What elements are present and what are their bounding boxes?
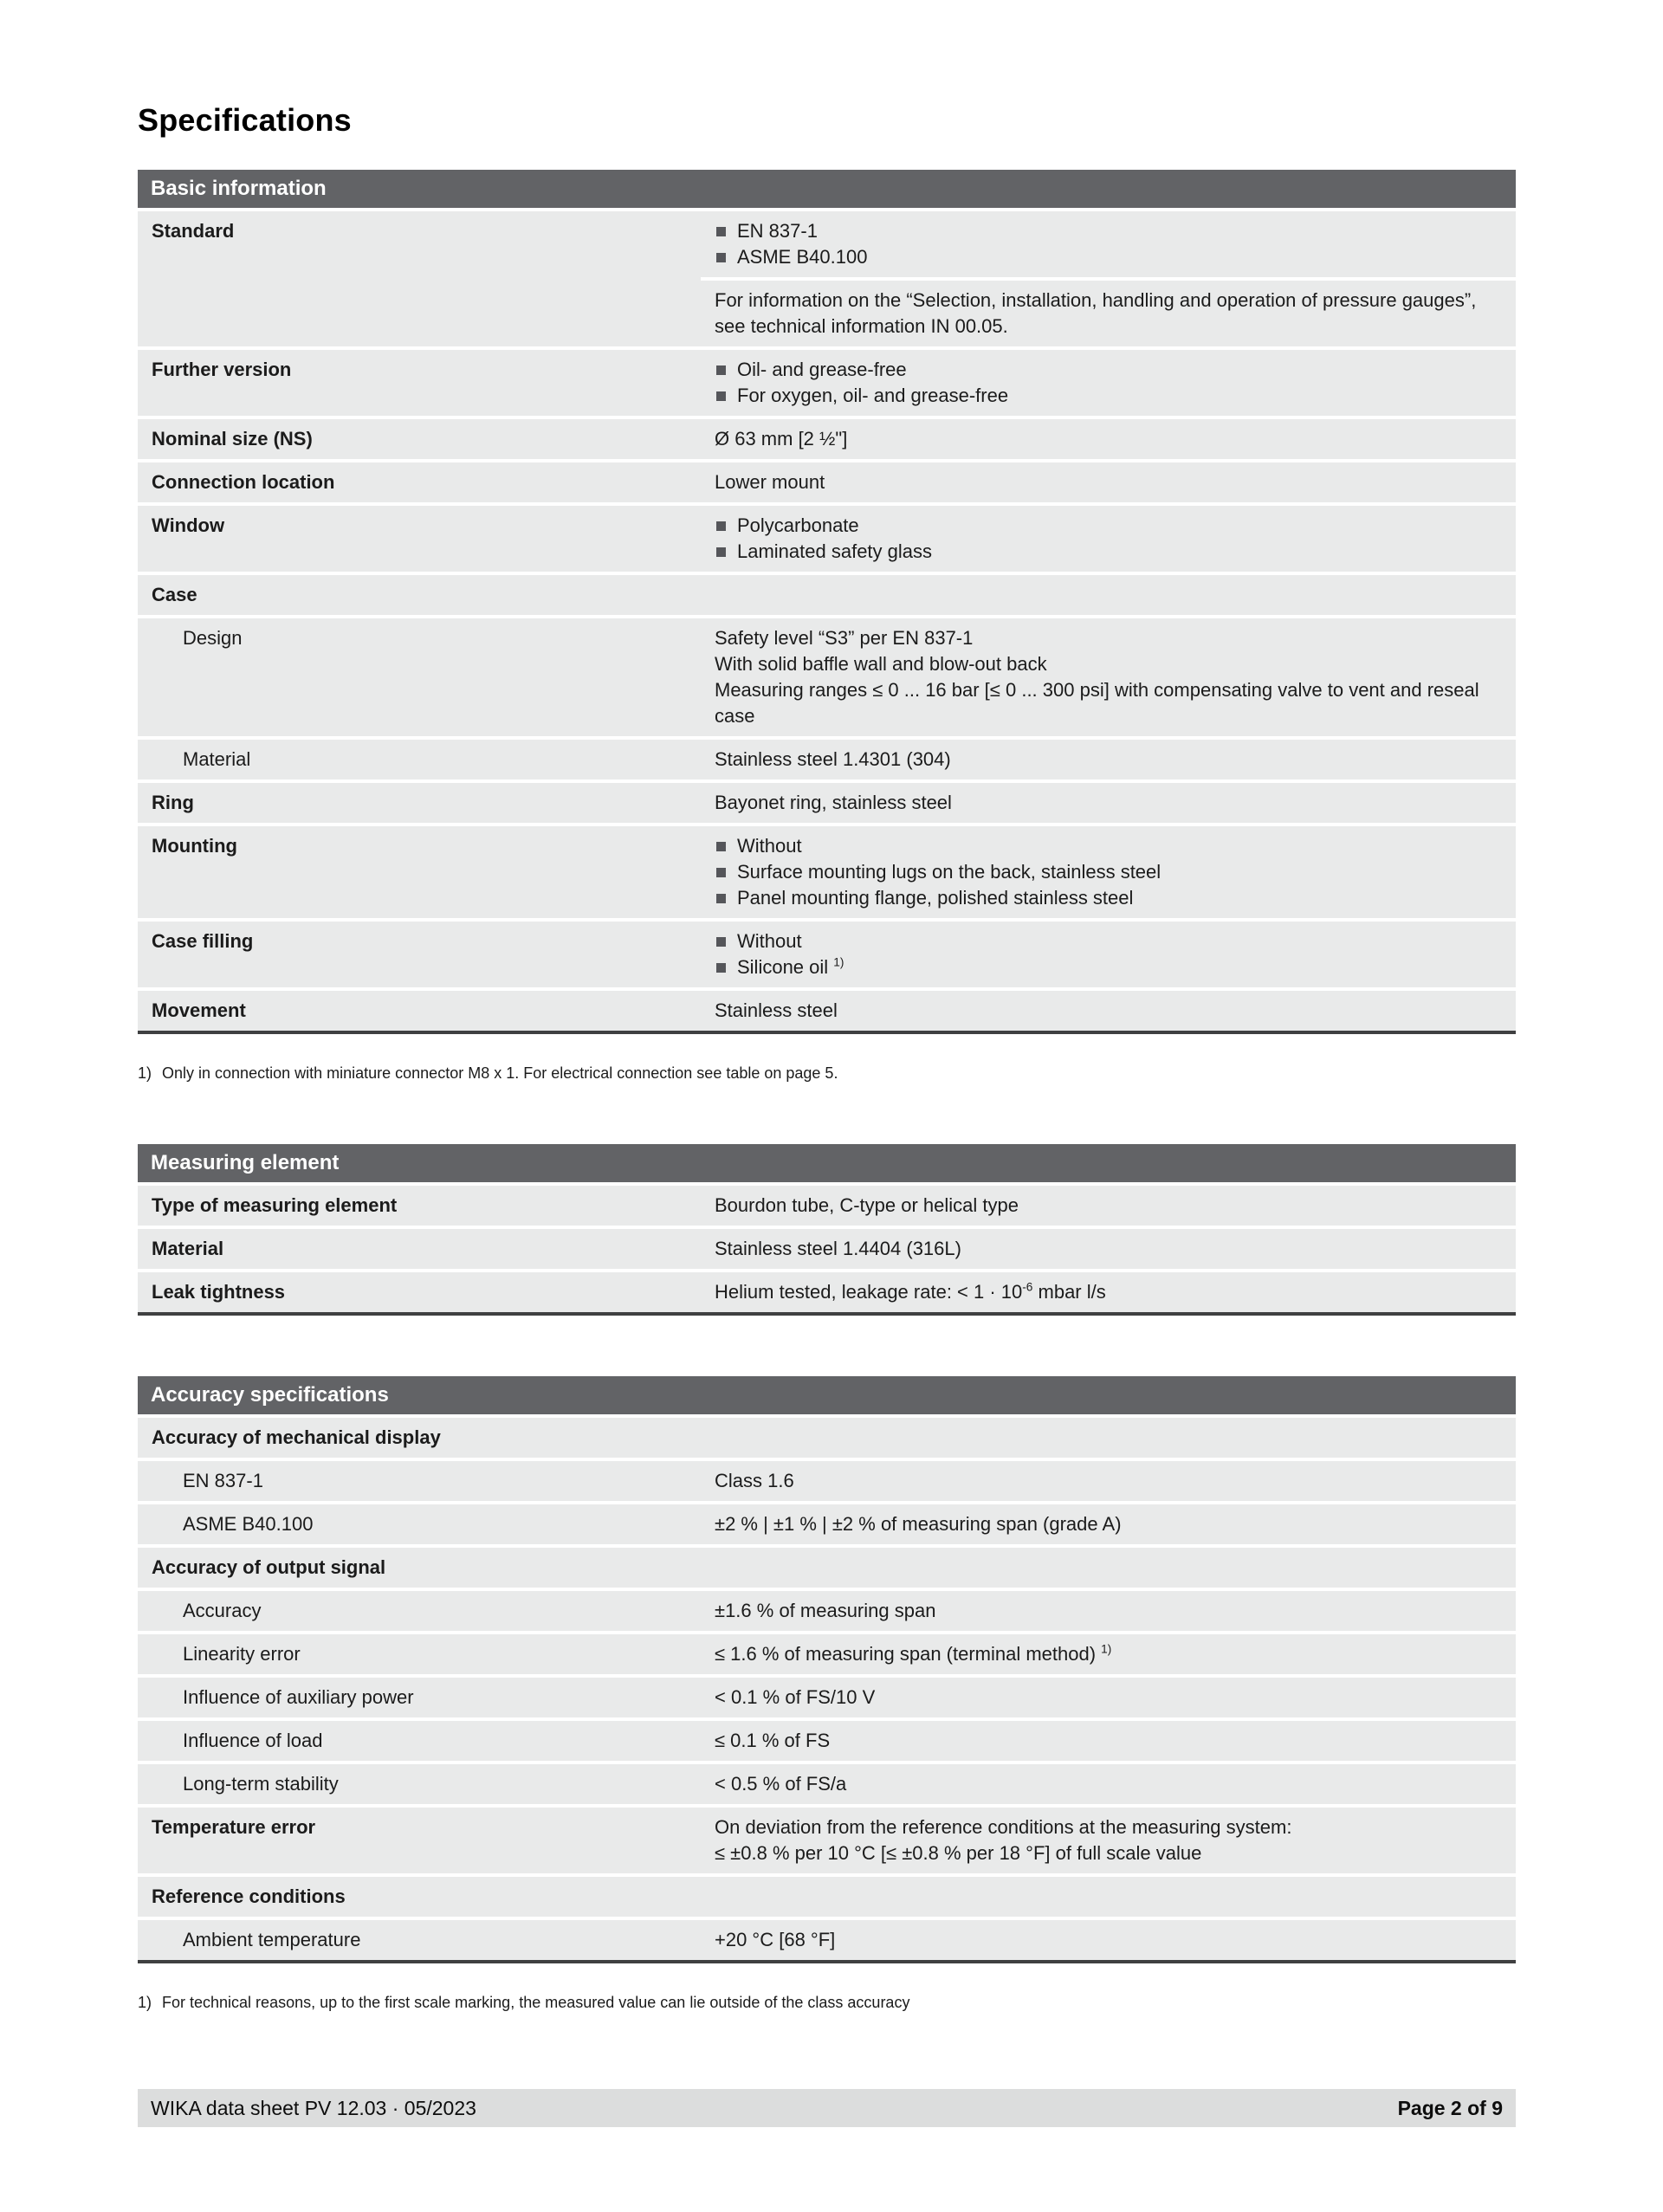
table-basic-information bbox=[138, 170, 1516, 1083]
row-label: ASME B40.100 bbox=[138, 1504, 701, 1544]
row-value bbox=[701, 991, 1516, 1031]
value-line bbox=[715, 1840, 1502, 1866]
value-text: < 0.1 % of FS/10 V bbox=[715, 1686, 876, 1708]
row-value bbox=[701, 1808, 1516, 1873]
value-line bbox=[715, 1511, 1502, 1537]
value-block bbox=[701, 419, 1516, 459]
table-row bbox=[138, 506, 1516, 572]
row-value bbox=[701, 506, 1516, 572]
table-body-measuring-element bbox=[138, 1186, 1516, 1316]
bullet-square-icon bbox=[716, 894, 726, 903]
value-text: Silicone oil $^{1)}$ bbox=[737, 955, 844, 978]
value-line bbox=[715, 1236, 1502, 1262]
value-line bbox=[715, 859, 1502, 885]
value-line bbox=[715, 1193, 1502, 1219]
table-row bbox=[138, 1229, 1516, 1269]
bullet-square-icon bbox=[716, 963, 726, 973]
value-line bbox=[715, 885, 1502, 911]
datasheet-page bbox=[138, 0, 1516, 2013]
value-line bbox=[715, 928, 1502, 954]
value-line bbox=[715, 426, 1502, 452]
value-text: Helium tested, leakage rate: < $1 \cdot 10^{-6}$ mbar l/s bbox=[715, 1280, 1106, 1303]
value-line bbox=[715, 677, 1502, 729]
row-label: Accuracy of output signal bbox=[138, 1548, 1516, 1588]
row-label: Temperature error bbox=[138, 1808, 701, 1873]
value-block bbox=[701, 462, 1516, 502]
bullet-square-icon bbox=[716, 391, 726, 401]
footnote bbox=[138, 1993, 1516, 2013]
value-line bbox=[715, 1468, 1502, 1494]
value-text: Bayonet ring, stainless steel bbox=[715, 792, 952, 813]
value-block bbox=[701, 1272, 1516, 1312]
value-block bbox=[701, 740, 1516, 779]
row-value bbox=[701, 740, 1516, 779]
value-block bbox=[701, 211, 1516, 277]
row-label: Long-term stability bbox=[138, 1764, 701, 1804]
value-text: For information on the “Selection, installation, handling and operation of pressure gauges”, see technical information IN 00.05. bbox=[715, 289, 1477, 337]
row-label: Case filling bbox=[138, 922, 701, 987]
value-block bbox=[701, 826, 1516, 918]
row-value bbox=[701, 1721, 1516, 1761]
value-line bbox=[715, 1641, 1502, 1667]
table-row bbox=[138, 1461, 1516, 1501]
footnote-text: Only in connection with miniature connector M8 x 1. For electrical connection see table on page 5. bbox=[162, 1064, 838, 1082]
value-text: Safety level “S3” per EN 837-1 bbox=[715, 627, 974, 649]
table-body-accuracy-specifications bbox=[138, 1418, 1516, 1963]
row-label: Accuracy bbox=[138, 1591, 701, 1631]
section-row bbox=[138, 1548, 1516, 1588]
row-value bbox=[701, 1229, 1516, 1269]
value-block bbox=[701, 618, 1516, 736]
value-text: For oxygen, oil- and grease-free bbox=[737, 385, 1009, 406]
value-block bbox=[701, 1461, 1516, 1501]
bullet-square-icon bbox=[716, 842, 726, 851]
value-line bbox=[715, 1728, 1502, 1754]
value-block bbox=[701, 1721, 1516, 1761]
row-value bbox=[701, 1461, 1516, 1501]
row-label: Material bbox=[138, 1229, 701, 1269]
row-label: Type of measuring element bbox=[138, 1186, 701, 1226]
row-value bbox=[701, 1634, 1516, 1674]
value-text: Without bbox=[737, 930, 802, 952]
table-body-basic-information bbox=[138, 211, 1516, 1034]
value-line bbox=[715, 539, 1502, 565]
row-value bbox=[701, 419, 1516, 459]
value-text: ≤ 0.1 % of FS bbox=[715, 1730, 831, 1751]
row-label: Nominal size (NS) bbox=[138, 419, 701, 459]
table-header-basic-information: Basic information bbox=[138, 170, 1516, 208]
row-label: Ambient temperature bbox=[138, 1920, 701, 1960]
value-block bbox=[701, 1764, 1516, 1804]
value-line bbox=[715, 747, 1502, 773]
value-block bbox=[701, 1504, 1516, 1544]
value-line bbox=[715, 357, 1502, 383]
table-row bbox=[138, 1920, 1516, 1960]
table-row bbox=[138, 826, 1516, 918]
table-row bbox=[138, 991, 1516, 1031]
table-header-accuracy-specifications: Accuracy specifications bbox=[138, 1376, 1516, 1414]
table-row bbox=[138, 1808, 1516, 1873]
value-line bbox=[715, 625, 1502, 651]
table-row bbox=[138, 211, 1516, 346]
value-text: Laminated safety glass bbox=[737, 540, 933, 562]
value-text: Surface mounting lugs on the back, stainless steel bbox=[737, 861, 1162, 883]
value-line bbox=[715, 1814, 1502, 1840]
footer-page-number: Page 2 of 9 bbox=[1397, 2096, 1503, 2119]
value-text: Class 1.6 bbox=[715, 1470, 794, 1491]
value-text: Panel mounting flange, polished stainless steel bbox=[737, 887, 1134, 909]
value-text: Stainless steel bbox=[715, 999, 838, 1021]
table-row bbox=[138, 1721, 1516, 1761]
footnote-marker: 1) bbox=[138, 1994, 152, 2011]
value-text: Stainless steel 1.4404 (316L) bbox=[715, 1238, 961, 1259]
value-line bbox=[715, 244, 1502, 270]
value-line bbox=[715, 469, 1502, 495]
table-row bbox=[138, 1634, 1516, 1674]
value-text: Oil- and grease-free bbox=[737, 359, 907, 380]
value-block bbox=[701, 991, 1516, 1031]
row-label: Window bbox=[138, 506, 701, 572]
value-line bbox=[715, 954, 1502, 980]
row-label: Influence of auxiliary power bbox=[138, 1678, 701, 1717]
value-block bbox=[701, 350, 1516, 416]
row-value bbox=[701, 618, 1516, 736]
bullet-square-icon bbox=[716, 227, 726, 236]
value-line bbox=[715, 790, 1502, 816]
footnote-marker: 1) bbox=[138, 1064, 152, 1082]
value-text: Bourdon tube, C-type or helical type bbox=[715, 1194, 1019, 1216]
value-text: With solid baffle wall and blow-out back bbox=[715, 653, 1047, 675]
row-value bbox=[701, 922, 1516, 987]
row-value bbox=[701, 1186, 1516, 1226]
row-value bbox=[701, 1591, 1516, 1631]
value-line bbox=[715, 218, 1502, 244]
value-text: ±1.6 % of measuring span bbox=[715, 1600, 936, 1621]
value-line bbox=[715, 1927, 1502, 1953]
row-value bbox=[701, 1678, 1516, 1717]
value-block bbox=[701, 783, 1516, 823]
value-block bbox=[701, 1808, 1516, 1873]
value-block bbox=[701, 922, 1516, 987]
bullet-square-icon bbox=[716, 521, 726, 531]
footnote-text: For technical reasons, up to the first scale marking, the measured value can lie outside of the class accuracy bbox=[162, 1994, 910, 2011]
value-text: On deviation from the reference conditions at the measuring system: bbox=[715, 1816, 1292, 1838]
row-label: Case bbox=[138, 575, 1516, 615]
section-row bbox=[138, 575, 1516, 615]
row-value bbox=[701, 1272, 1516, 1312]
table-row bbox=[138, 1272, 1516, 1312]
row-label: Leak tightness bbox=[138, 1272, 701, 1312]
table-row bbox=[138, 1764, 1516, 1804]
value-text: < 0.5 % of FS/a bbox=[715, 1773, 847, 1795]
bullet-square-icon bbox=[716, 365, 726, 375]
value-line bbox=[715, 513, 1502, 539]
value-block bbox=[701, 506, 1516, 572]
value-block bbox=[701, 1229, 1516, 1269]
value-line bbox=[715, 1598, 1502, 1624]
table-accuracy-specifications bbox=[138, 1376, 1516, 2013]
value-text: ≤ 1.6 % of measuring span (terminal method) $^{1)}$ bbox=[715, 1642, 1112, 1665]
value-text: ±2 % | ±1 % | ±2 % of measuring span (grade A) bbox=[715, 1513, 1122, 1535]
footnote bbox=[138, 1064, 1516, 1083]
row-label: Linearity error bbox=[138, 1634, 701, 1674]
row-label: Reference conditions bbox=[138, 1877, 1516, 1917]
row-value bbox=[701, 1764, 1516, 1804]
row-value bbox=[701, 826, 1516, 918]
row-label: Influence of load bbox=[138, 1721, 701, 1761]
row-label: Further version bbox=[138, 350, 701, 416]
row-label: Mounting bbox=[138, 826, 701, 918]
row-label: Standard bbox=[138, 211, 701, 346]
table-row bbox=[138, 1186, 1516, 1226]
value-text: Measuring ranges ≤ 0 ... 16 bar [≤ 0 ... 300 psi] with compensating valve to vent and reseal case bbox=[715, 679, 1479, 727]
value-line bbox=[715, 288, 1502, 340]
table-row bbox=[138, 783, 1516, 823]
row-value bbox=[701, 1504, 1516, 1544]
value-text: ASME B40.100 bbox=[737, 246, 868, 268]
value-text: Polycarbonate bbox=[737, 514, 859, 536]
footer-bar bbox=[138, 2089, 1516, 2127]
value-text: EN 837-1 bbox=[737, 220, 818, 242]
value-line bbox=[715, 651, 1502, 677]
row-label: Connection location bbox=[138, 462, 701, 502]
row-label: Design bbox=[138, 618, 701, 736]
value-text: ≤ ±0.8 % per 10 °C [≤ ±0.8 % per 18 °F] of full scale value bbox=[715, 1842, 1202, 1864]
bullet-square-icon bbox=[716, 253, 726, 262]
value-block bbox=[701, 1920, 1516, 1960]
value-block bbox=[701, 1591, 1516, 1631]
table-row bbox=[138, 1504, 1516, 1544]
value-text: Lower mount bbox=[715, 471, 825, 493]
value-text: Stainless steel 1.4301 (304) bbox=[715, 748, 951, 770]
row-value bbox=[701, 783, 1516, 823]
value-line bbox=[715, 1279, 1502, 1305]
row-value bbox=[701, 1920, 1516, 1960]
page-title: Specifications bbox=[138, 102, 352, 138]
tables-container bbox=[138, 170, 1516, 2013]
row-label: Accuracy of mechanical display bbox=[138, 1418, 1516, 1458]
row-label: Ring bbox=[138, 783, 701, 823]
value-text: Ø 63 mm [2 ½"] bbox=[715, 428, 848, 450]
value-line bbox=[715, 998, 1502, 1024]
value-line bbox=[715, 1771, 1502, 1797]
row-label: EN 837-1 bbox=[138, 1461, 701, 1501]
row-label: Movement bbox=[138, 991, 701, 1031]
value-line bbox=[715, 833, 1502, 859]
footer-document-id: WIKA data sheet PV 12.03 · 05/2023 bbox=[151, 2096, 476, 2119]
bullet-square-icon bbox=[716, 547, 726, 557]
table-row bbox=[138, 350, 1516, 416]
value-block bbox=[701, 1186, 1516, 1226]
section-row bbox=[138, 1877, 1516, 1917]
table-row bbox=[138, 1591, 1516, 1631]
row-value bbox=[701, 462, 1516, 502]
bullet-square-icon bbox=[716, 868, 726, 877]
table-row bbox=[138, 1678, 1516, 1717]
row-value bbox=[701, 350, 1516, 416]
value-text: +20 °C [68 °F] bbox=[715, 1929, 836, 1950]
table-row bbox=[138, 922, 1516, 987]
table-row bbox=[138, 419, 1516, 459]
value-block bbox=[701, 281, 1516, 346]
value-text: Without bbox=[737, 835, 802, 857]
value-line bbox=[715, 1685, 1502, 1711]
value-line bbox=[715, 383, 1502, 409]
table-row bbox=[138, 740, 1516, 779]
section-row bbox=[138, 1418, 1516, 1458]
table-header-measuring-element: Measuring element bbox=[138, 1144, 1516, 1182]
value-block bbox=[701, 1678, 1516, 1717]
row-value bbox=[701, 211, 1516, 346]
table-row bbox=[138, 618, 1516, 736]
bullet-square-icon bbox=[716, 937, 726, 947]
value-block bbox=[701, 1634, 1516, 1674]
row-label: Material bbox=[138, 740, 701, 779]
table-measuring-element bbox=[138, 1144, 1516, 1316]
table-row bbox=[138, 462, 1516, 502]
